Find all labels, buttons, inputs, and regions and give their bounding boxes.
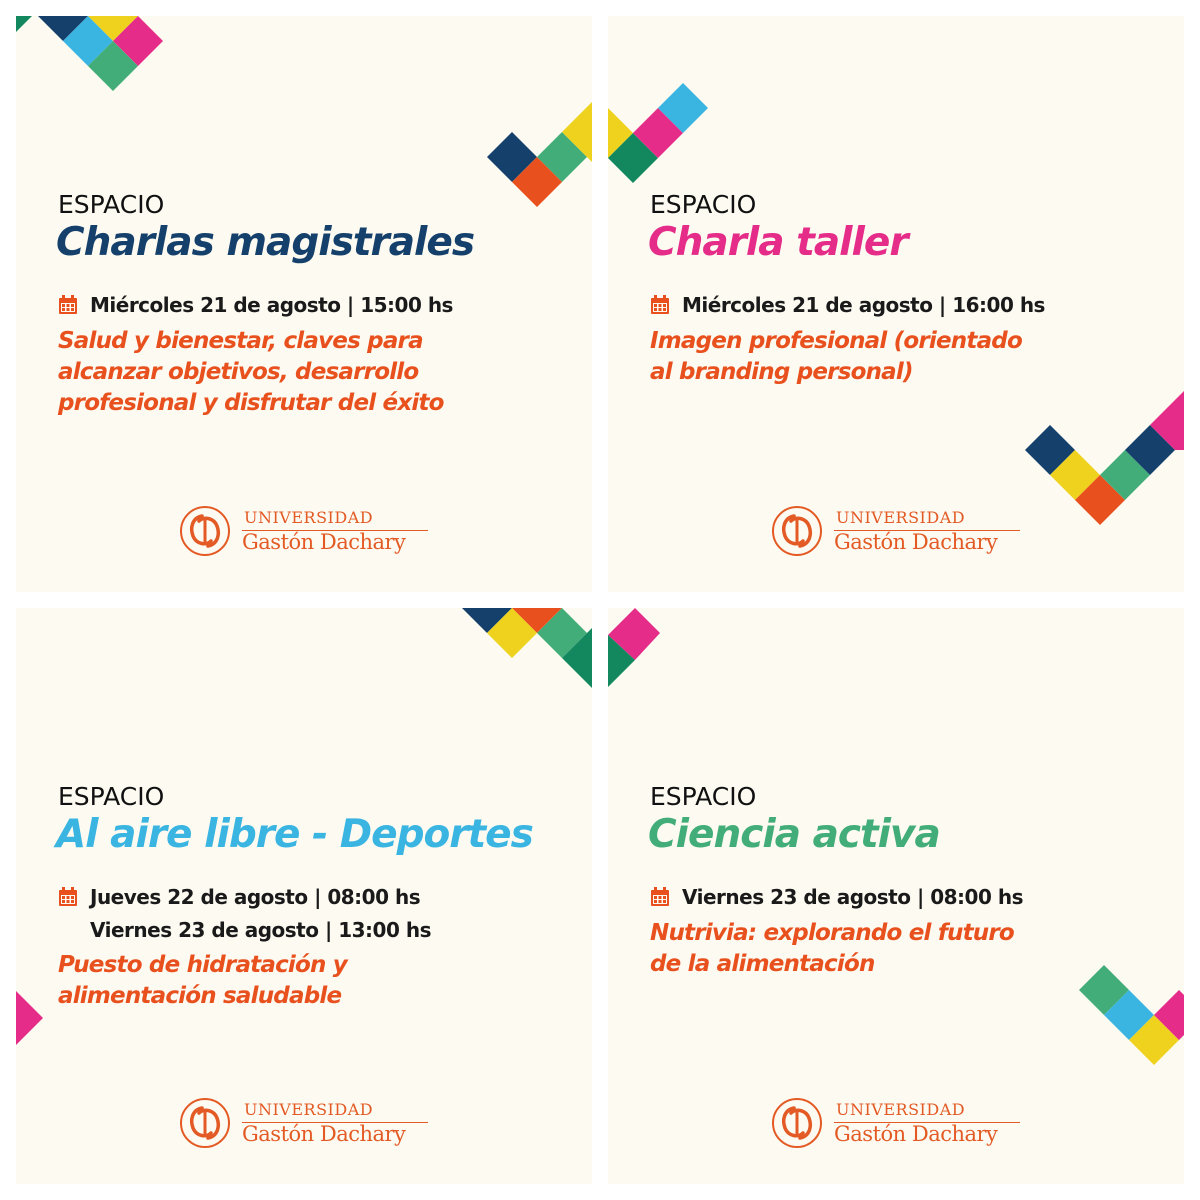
logo-line-2: Gastón Dachary [242,1122,406,1146]
event-date [650,885,1023,909]
triangle-pink-left [16,991,43,1045]
logo-line-2: Gastón Dachary [834,530,998,554]
event-date-text: Miércoles 21 de agosto | 15:00 hs [90,293,453,317]
event-description [650,326,1022,388]
triangle-teal [16,16,32,32]
description-line: al branding personal) [650,359,913,385]
event-description [58,950,347,1012]
space-title: Charla taller [648,220,908,265]
university-logo [178,1096,438,1152]
space-label: ESPACIO [58,190,165,219]
logo-line-2: Gastón Dachary [834,1122,998,1146]
event-date [58,918,431,942]
space-title: Al aire libre - Deportes [56,812,533,857]
event-description [58,326,444,419]
space-label: ESPACIO [650,190,757,219]
description-line: de la alimentación [650,951,875,977]
description-line: Nutrivia: explorando el futuro [650,920,1014,946]
event-card-charla-taller [608,16,1184,592]
calendar-icon [58,887,78,907]
event-date [58,885,420,909]
calendar-icon [650,887,670,907]
event-card-charlas-magistrales [16,16,592,592]
logo-line-1: UNIVERSIDAD [836,1100,966,1119]
event-description [650,918,1014,980]
space-title: Charlas magistrales [56,220,475,265]
logo-line-1: UNIVERSIDAD [836,508,966,527]
gd-circle-logo-icon [178,1096,232,1150]
description-line: alimentación saludable [58,983,342,1009]
event-date-text: Viernes 23 de agosto | 08:00 hs [682,885,1023,909]
description-line: profesional y disfrutar del éxito [58,390,444,416]
logo-line-2: Gastón Dachary [242,530,406,554]
gd-circle-logo-icon [770,504,824,558]
event-date [58,293,453,317]
space-title: Ciencia activa [648,812,940,857]
event-card-al-aire-libre [16,608,592,1184]
description-line: alcanzar objetivos, desarrollo [58,359,419,385]
description-line: Puesto de hidratación y [58,952,347,978]
university-logo [770,1096,1030,1152]
calendar-icon [650,295,670,315]
gd-circle-logo-icon [770,1096,824,1150]
university-logo [770,504,1030,560]
event-card-ciencia-activa [608,608,1184,1184]
description-line: Imagen profesional (orientado [650,328,1022,354]
space-label: ESPACIO [650,782,757,811]
space-label: ESPACIO [58,782,165,811]
logo-line-1: UNIVERSIDAD [244,508,374,527]
gd-circle-logo-icon [178,504,232,558]
calendar-icon [58,295,78,315]
logo-line-1: UNIVERSIDAD [244,1100,374,1119]
description-line: Salud y bienestar, claves para [58,328,423,354]
event-date-text: Jueves 22 de agosto | 08:00 hs [90,885,421,909]
event-date-text: Viernes 23 de agosto | 13:00 hs [90,918,431,942]
event-date-text: Miércoles 21 de agosto | 16:00 hs [682,293,1045,317]
university-logo [178,504,438,560]
event-date [650,293,1045,317]
